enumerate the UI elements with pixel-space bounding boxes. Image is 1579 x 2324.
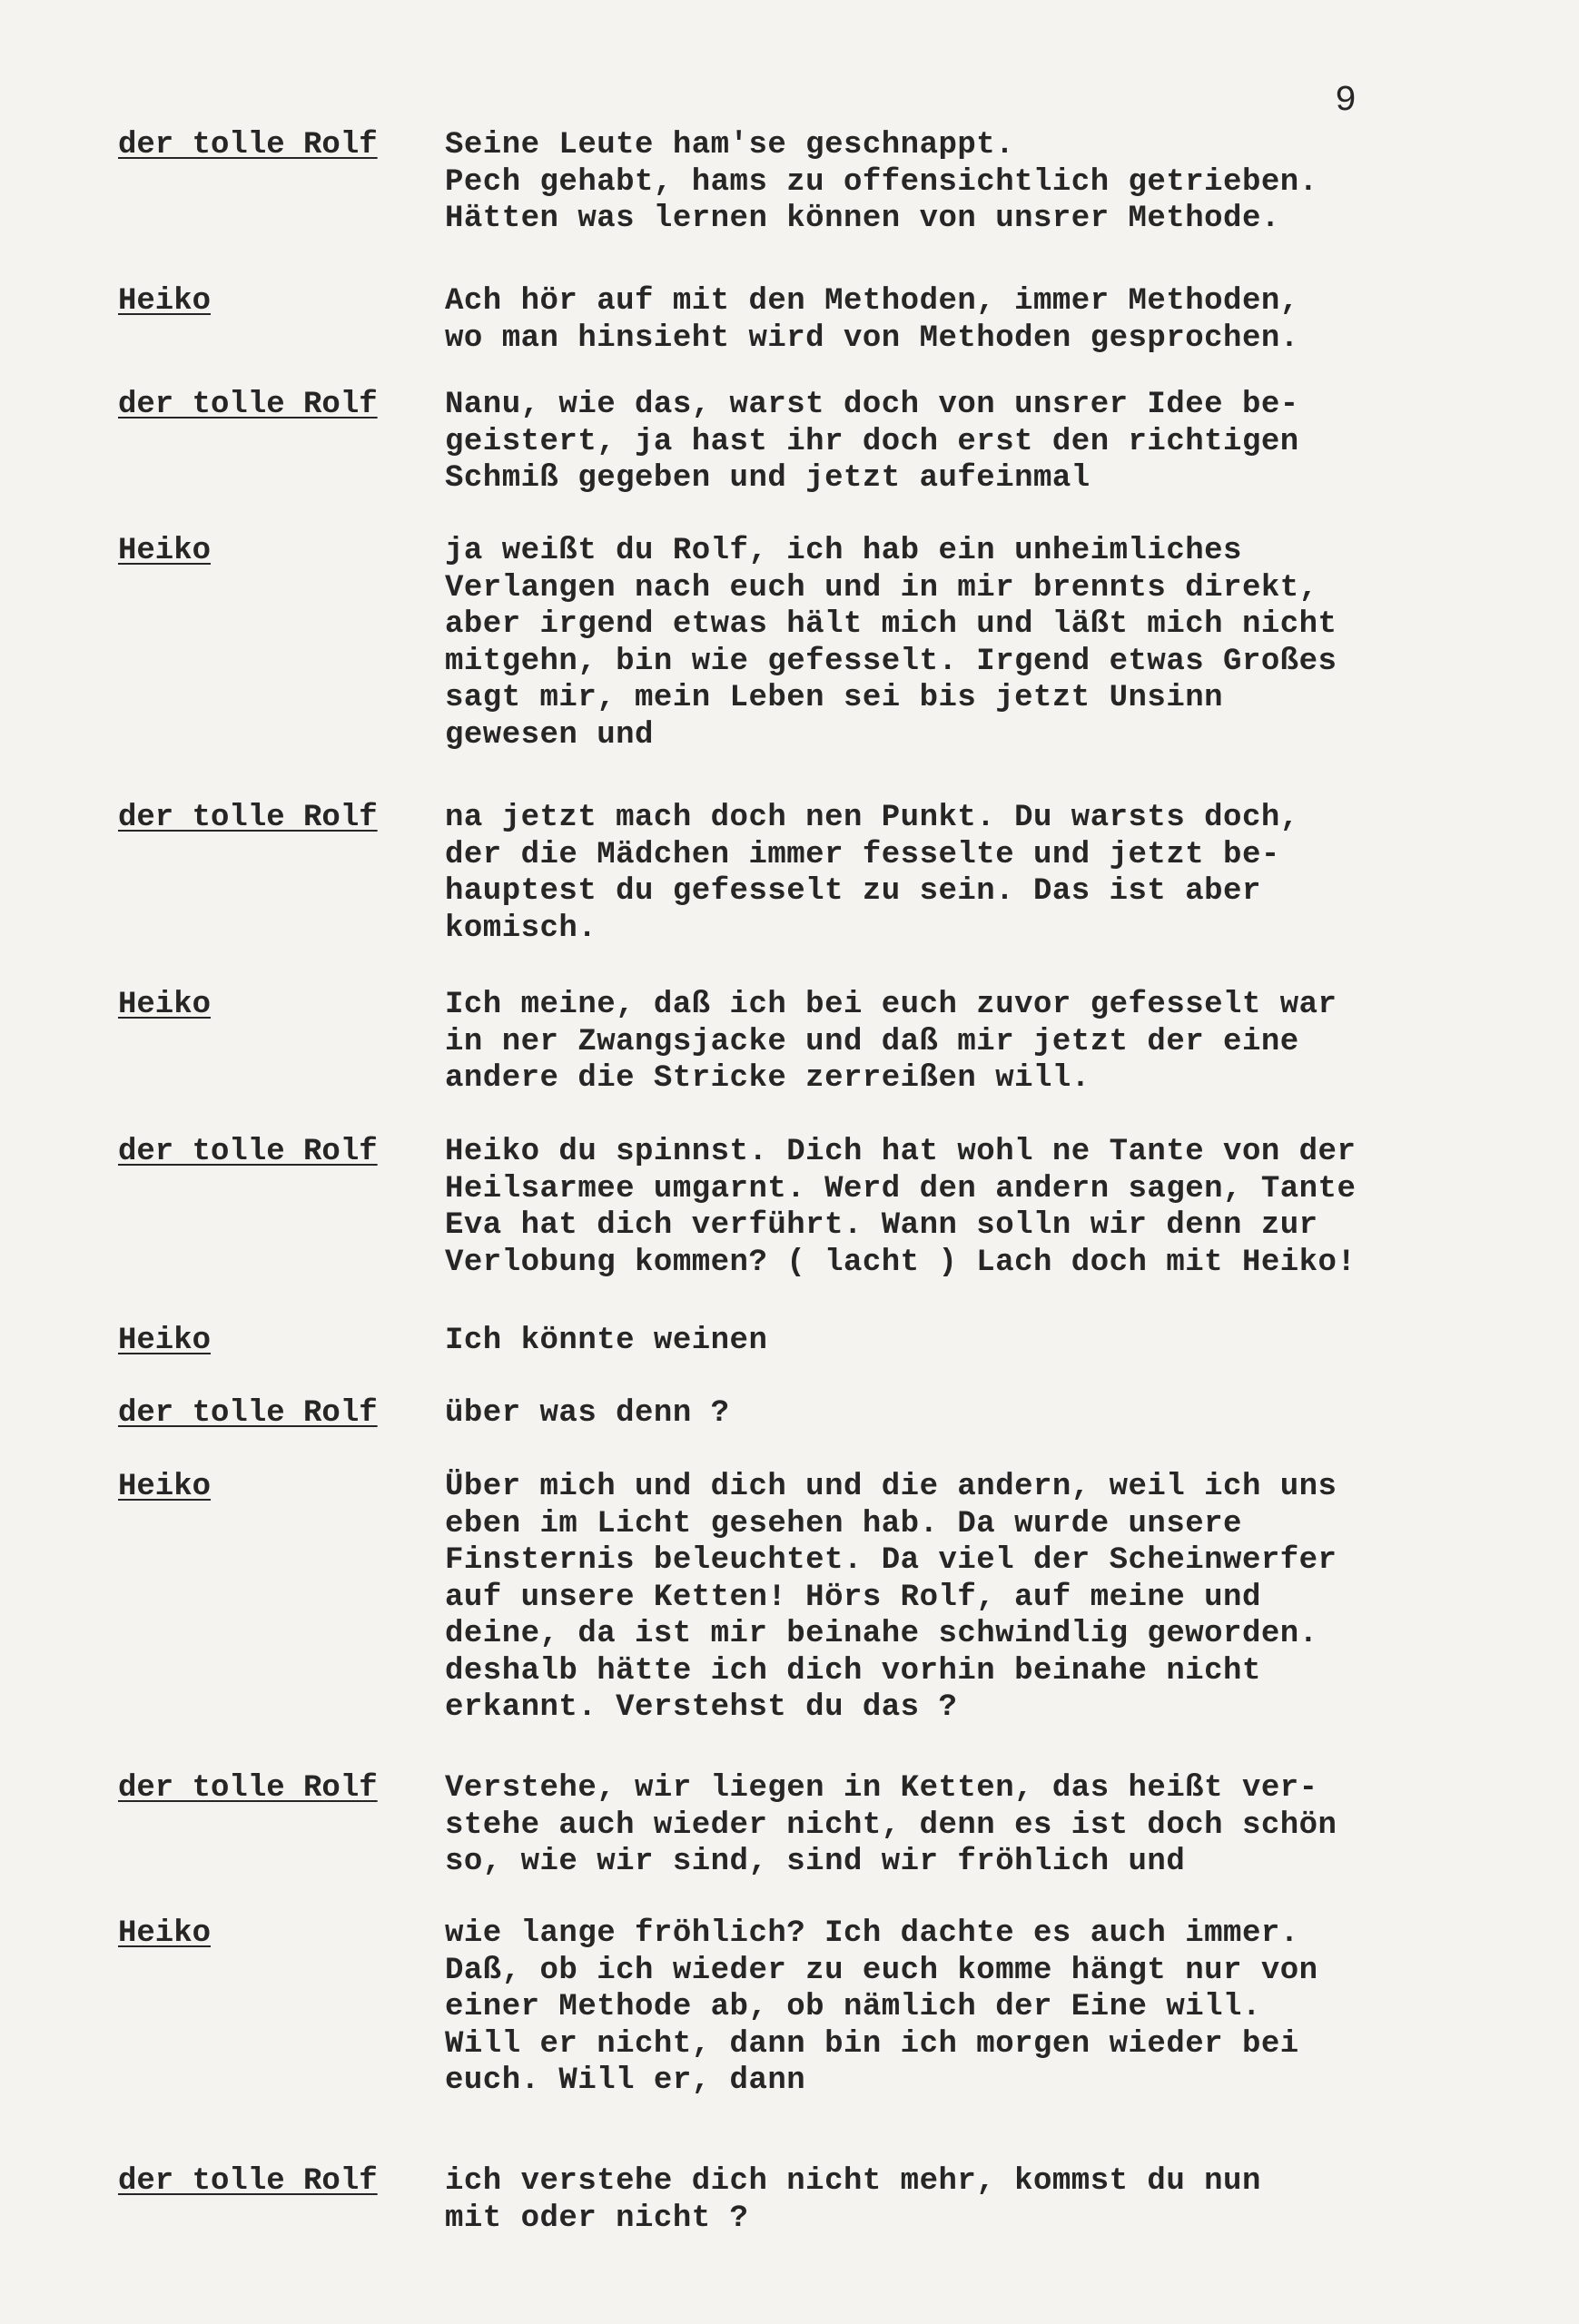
dialogue-line: Pech gehabt, hams zu offensichtlich getrieben. (445, 164, 1318, 200)
page-number: 9 (1335, 81, 1357, 122)
dialogue-line: ja weißt du Rolf, ich hab ein unheimliches (445, 534, 1242, 568)
dialogue-line: über was denn ? (445, 1396, 730, 1431)
dialogue-line: deshalb hätte ich dich vorhin beinahe nicht (445, 1653, 1261, 1689)
dialogue-line: stehe auch wieder nicht, denn es ist doch schön (445, 1807, 1337, 1843)
dialogue-line: wo man hinsieht wird von Methoden gesprochen. (445, 320, 1299, 356)
dialogue-line: Verlangen nach euch und in mir brennts direkt, (445, 570, 1318, 606)
speaker-name: Heiko (118, 1324, 212, 1358)
speaker-name: Heiko (118, 534, 212, 568)
dialogue-line: Heiko du spinnst. Dich hat wohl ne Tante von der (445, 1135, 1357, 1169)
speaker-name: Heiko (118, 988, 212, 1022)
dialogue-line: eben im Licht gesehen hab. Da wurde unsere (445, 1506, 1242, 1541)
dialogue-line: Nanu, wie das, warst doch von unsrer Idee be- (445, 388, 1299, 422)
speaker-name: der tolle Rolf (118, 128, 378, 162)
speaker-name: Heiko (118, 284, 212, 319)
dialogue-line: der die Mädchen immer fesselte und jetzt be- (445, 837, 1280, 872)
dialogue-line: mitgehn, bin wie gefesselt. Irgend etwas Großes (445, 644, 1337, 679)
dialogue-line: Eva hat dich verführt. Wann solln wir denn zur (445, 1208, 1318, 1243)
dialogue-line: auf unsere Ketten! Hörs Rolf, auf meine und (445, 1580, 1261, 1615)
dialogue-line: euch. Will er, dann (445, 2063, 806, 2098)
dialogue-line: Daß, ob ich wieder zu euch komme hängt nur von (445, 1953, 1318, 1988)
dialogue-line: Über mich und dich und die andern, weil ich uns (445, 1470, 1337, 1504)
dialogue-line: Ich meine, daß ich bei euch zuvor gefesselt war (445, 988, 1337, 1022)
speaker-name: der tolle Rolf (118, 1135, 378, 1169)
dialogue-line: Hätten was lernen können von unsrer Methode. (445, 202, 1280, 236)
dialogue-line: gewesen und (445, 717, 654, 753)
dialogue-line: Finsternis beleuchtet. Da viel der Scheinwerfer (445, 1543, 1337, 1578)
speaker-name: der tolle Rolf (118, 388, 378, 422)
speaker-name: der tolle Rolf (118, 1771, 378, 1806)
dialogue-line: deine, da ist mir beinahe schwindlig geworden. (445, 1617, 1318, 1651)
dialogue-line: Seine Leute ham'se geschnappt. (445, 128, 1015, 162)
dialogue-line: aber irgend etwas hält mich und läßt mich nicht (445, 607, 1337, 642)
dialogue-line: Schmiß gegeben und jetzt aufeinmal (445, 461, 1090, 496)
dialogue-line: hauptest du gefesselt zu sein. Das ist aber (445, 874, 1261, 909)
dialogue-line: na jetzt mach doch nen Punkt. Du warsts doch, (445, 801, 1299, 835)
dialogue-line: so, wie wir sind, sind wir fröhlich und (445, 1845, 1186, 1879)
dialogue-line: Ach hör auf mit den Methoden, immer Methoden, (445, 284, 1299, 319)
dialogue-line: einer Methode ab, ob nämlich der Eine will. (445, 1990, 1261, 2024)
dialogue-line: sagt mir, mein Leben sei bis jetzt Unsinn (445, 681, 1224, 715)
dialogue-line: andere die Stricke zerreißen will. (445, 1061, 1090, 1096)
dialogue-line: in ner Zwangsjacke und daß mir jetzt der eine (445, 1024, 1299, 1059)
speaker-name: der tolle Rolf (118, 2164, 378, 2199)
speaker-name: der tolle Rolf (118, 801, 378, 835)
dialogue-line: Verlobung kommen? ( lacht ) Lach doch mit Heiko! (445, 1245, 1357, 1280)
dialogue-line: wie lange fröhlich? Ich dachte es auch immer. (445, 1916, 1299, 1951)
dialogue-line: geistert, ja hast ihr doch erst den richtigen (445, 424, 1299, 459)
dialogue-line: Ich könnte weinen (445, 1324, 768, 1358)
dialogue-line: Will er nicht, dann bin ich morgen wieder bei (445, 2026, 1299, 2062)
speaker-name: Heiko (118, 1470, 212, 1504)
dialogue-line: komisch. (445, 911, 597, 946)
speaker-name: Heiko (118, 1916, 212, 1951)
speaker-name: der tolle Rolf (118, 1396, 378, 1431)
dialogue-line: erkannt. Verstehst du das ? (445, 1690, 958, 1725)
dialogue-line: ich verstehe dich nicht mehr, kommst du nun (445, 2164, 1261, 2199)
dialogue-line: Verstehe, wir liegen in Ketten, das heißt ver- (445, 1771, 1318, 1806)
dialogue-line: mit oder nicht ? (445, 2201, 749, 2236)
dialogue-line: Heilsarmee umgarnt. Werd den andern sagen, Tante (445, 1171, 1357, 1206)
